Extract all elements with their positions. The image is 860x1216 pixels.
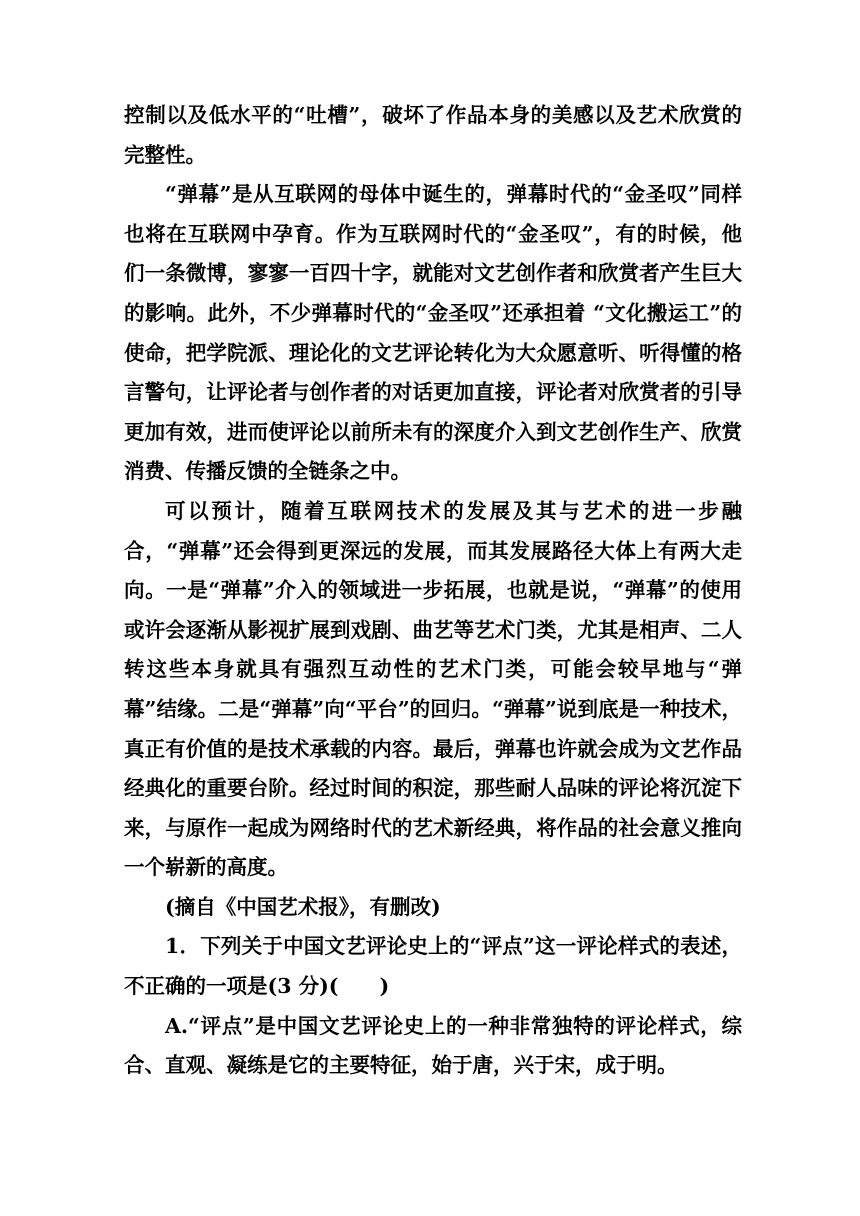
option-a: A.“评点”是中国文艺评论史上的一种非常独特的评论样式，综合、直观、凝练是它的主要特征，始于唐，兴于宋，成于明。 <box>124 1013 742 1078</box>
question-1: 1．下列关于中国文艺评论史上的“评点”这一评论样式的表述，不正确的一项是(3 分)( ) <box>124 934 742 999</box>
paragraph-continued: 控制以及低水平的“吐槽”，破坏了作品本身的美感以及艺术欣赏的完整性。 <box>124 103 742 167</box>
paragraph-danmu-origin: “弹幕”是从互联网的母体中诞生的，弹幕时代的“金圣叹”同样也将在互联网中孕育。作为互联网时代的“金圣叹”，有的时候，他们一条微博，寥寥一百四十字，就能对文艺创作者和欣赏者产生巨大的影响。此外，不少弹幕时代的“金圣叹”还承担着 “文化搬运工”的使命，把学院派、理论化的文艺评论转化为大众愿意听、听得懂的格言警句，让评论者与创作者的对话更加直接，评论者对欣赏者的引导更加有效，进而使评论以前所未有的深度介入到文艺创作生产、欣赏消费、传播反馈的全链条之中。 <box>124 182 742 484</box>
document-page <box>124 96 742 1086</box>
source-citation: (摘自《中国艺术报》，有删改) <box>165 894 441 919</box>
paragraph-danmu-future: 可以预计，随着互联网技术的发展及其与艺术的进一步融合，“弹幕”还会得到更深远的发展，而其发展路径大体上有两大走向。一是“弹幕”介入的领域进一步拓展，也就是说，“弹幕”的使用或许会逐渐从影视扩展到戏剧、曲艺等艺术门类，尤其是相声、二人转这些本身就具有强烈互动性的艺术门类，可能会较早地与“弹幕”结缘。二是“弹幕”向“平台”的回归。“弹幕”说到底是一种技术，真正有价值的是技术承载的内容。最后，弹幕也许就会成为文艺作品经典化的重要台阶。经过时间的积淀，那些耐人品味的评论将沉淀下来，与原作一起成为网络时代的艺术新经典，将作品的社会意义推向一个崭新的高度。 <box>124 498 742 880</box>
